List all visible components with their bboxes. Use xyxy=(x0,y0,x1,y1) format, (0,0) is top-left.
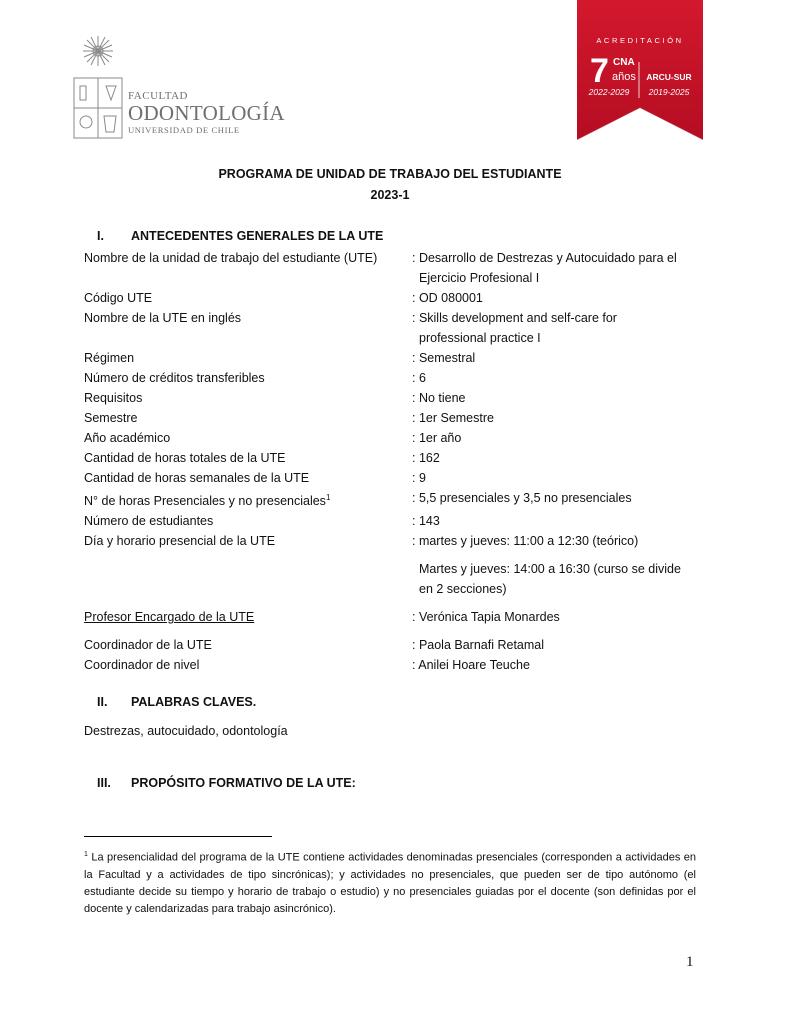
field-label: Cantidad de horas totales de la UTE xyxy=(84,451,286,465)
field-row-credits xyxy=(84,368,724,388)
field-row-english-name xyxy=(84,308,724,348)
section-heading-general xyxy=(97,229,383,243)
field-label: Número de estudiantes xyxy=(84,514,214,529)
section-title: PALABRAS CLAVES. xyxy=(131,695,257,709)
field-label: Día y horario presencial de la UTE xyxy=(84,534,276,549)
field-value: : martes y jueves: 11:00 a 12:30 (teórico) Martes y jueves: 14:00 a 16:30 (curso se divide en 2 secciones) xyxy=(412,534,681,597)
logo-wordmark xyxy=(128,90,288,135)
field-row-coordinator xyxy=(84,635,724,655)
field-label: Semestre xyxy=(84,411,138,425)
field-value: : Paola Barnafi Retamal xyxy=(412,638,545,653)
university-seal-icon xyxy=(72,34,124,142)
logo-faculty-label: FACULTAD xyxy=(128,90,188,102)
field-label: Coordinador de nivel xyxy=(84,658,200,673)
field-value: : 143 xyxy=(412,514,440,529)
field-row-ute-code xyxy=(84,288,724,308)
field-label: Régimen xyxy=(84,351,135,365)
field-label: N° de horas Presenciales y no presenciales$^1$ xyxy=(84,493,331,509)
field-value: : 1er Semestre xyxy=(412,411,494,425)
footnote-ref[interactable]: 1 xyxy=(325,493,331,502)
section-title: ANTECEDENTES GENERALES DE LA UTE xyxy=(131,229,384,243)
field-label: Año académico xyxy=(84,431,171,445)
field-row-requirements xyxy=(84,388,724,408)
cna-unit: años xyxy=(612,71,636,83)
field-row-professor xyxy=(84,607,724,627)
field-value: : Anilei Hoare Teuche xyxy=(412,658,530,673)
field-label: Requisitos xyxy=(84,391,143,405)
cna-years: 7 xyxy=(590,52,609,90)
field-value: : Verónica Tapia Monardes xyxy=(412,610,560,625)
field-row-semester xyxy=(84,408,724,428)
field-row-schedule xyxy=(84,531,724,599)
field-row-students xyxy=(84,511,724,531)
arcu-sur-label: ARCU-SUR xyxy=(646,72,692,82)
cna-label: CNA xyxy=(613,57,635,68)
logo-university-label: UNIVERSIDAD DE CHILE xyxy=(128,125,240,135)
field-value: : 5,5 presenciales y 3,5 no presenciales xyxy=(412,491,632,505)
section-number: I. xyxy=(97,229,104,243)
section-heading-keywords xyxy=(97,695,256,709)
footnote-separator xyxy=(84,836,272,837)
document-period: 2023-1 xyxy=(370,188,410,202)
field-value: : Semestral xyxy=(412,351,476,365)
accreditation-ribbon xyxy=(577,0,703,140)
field-value: : 6 xyxy=(412,371,426,385)
footnote-text: La presencialidad del programa de la UTE contiene actividades denominadas presenciales (corresponden a actividades en la Facultad y a actividades de tipo sincrónicas); y actividades no presenciales, que pueden ser de tipo autónomo (el estudiante decide su tiempo y horario de trabajo o estudio) y no presenciales guiadas por el docente (son definidas por el docente y calendarizadas para trabajo asincrónico). xyxy=(84,851,696,915)
arcu-sur-period: 2019-2025 xyxy=(648,87,690,97)
footnote-mark: 1 xyxy=(84,851,88,858)
field-row-ute-name xyxy=(84,248,724,288)
field-label: Nombre de la UTE en inglés xyxy=(84,311,242,325)
keywords-text: Destrezas, autocuidado, odontología xyxy=(84,724,288,738)
faculty-logo xyxy=(72,34,285,146)
field-label: Profesor Encargado de la UTE xyxy=(84,610,255,625)
logo-odontologia-label: ODONTOLOGÍA xyxy=(128,101,285,125)
document-title: PROGRAMA DE UNIDAD DE TRABAJO DEL ESTUDIANTE xyxy=(218,167,562,181)
field-value: : No tiene xyxy=(412,391,466,405)
field-label: Cantidad de horas semanales de la UTE xyxy=(84,471,310,485)
section-title: PROPÓSITO FORMATIVO DE LA UTE: xyxy=(131,776,356,790)
field-row-academic-year xyxy=(84,428,724,448)
field-value: : Skills development and self-care for professional practice I xyxy=(412,311,617,345)
field-value: : 9 xyxy=(412,471,426,485)
field-row-weekly-hours xyxy=(84,468,724,488)
section-heading-purpose xyxy=(97,776,356,790)
field-value: : 1er año xyxy=(412,431,462,445)
general-info-table xyxy=(84,248,724,675)
accreditation-label: ACREDITACIÓN xyxy=(596,36,684,45)
section-number: II. xyxy=(97,695,108,709)
field-value: : OD 080001 xyxy=(412,291,483,305)
field-label: Código UTE xyxy=(84,291,153,305)
field-row-total-hours xyxy=(84,448,724,468)
field-value: : 162 xyxy=(412,451,440,465)
field-row-regime xyxy=(84,348,724,368)
field-row-level-coordinator xyxy=(84,655,724,675)
field-label: Número de créditos transferibles xyxy=(84,371,265,385)
field-label: Coordinador de la UTE xyxy=(84,638,212,653)
cna-period: 2022-2029 xyxy=(588,87,630,97)
field-value: : Desarrollo de Destrezas y Autocuidado para el Ejercicio Profesional I xyxy=(412,251,677,285)
footnote xyxy=(84,846,696,918)
field-label: Nombre de la unidad de trabajo del estudiante (UTE) xyxy=(84,251,378,265)
page-number: 1 xyxy=(686,954,694,970)
section-number: III. xyxy=(97,776,111,790)
field-row-contact-hours xyxy=(84,488,724,511)
